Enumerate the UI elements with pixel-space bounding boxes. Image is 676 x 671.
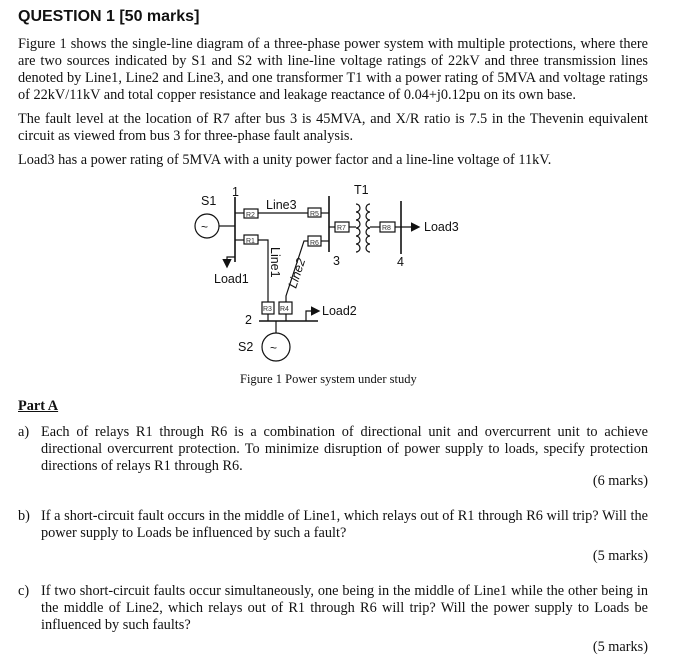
question-b-text: If a short-circuit fault occurs in the middle of Line1, which relays out of R1 through R6 will trip? Will the power supply to Loads be influenced by such a fault? [41,508,648,541]
relay-r8-label: R8 [382,225,391,232]
question-b-label: b) [18,508,30,524]
bus-3-label: 3 [333,254,340,268]
question-a-marks: (6 marks) [592,473,648,489]
relay-r2-label: R2 [246,212,255,219]
source-s1-label: S1 [201,194,217,208]
question-a-label: a) [18,424,30,440]
transformer-t1-primary-coil [356,204,360,252]
bus-4-label: 4 [397,255,404,269]
line1-label: Line1 [268,247,282,278]
question-b-marks: (5 marks) [592,548,648,564]
question-title: QUESTION 1 [50 marks] [18,8,200,25]
intro-paragraph-3: Load3 has a power rating of 5MVA with a unity power factor and a line-line voltage of 11kV. [18,152,552,168]
relay-r5-label: R5 [310,211,319,218]
question-a [18,424,648,475]
relay-r1-label: R1 [246,238,255,245]
relay-r7-label: R7 [337,225,346,232]
transformer-t1-label: T1 [354,183,369,197]
part-a-heading: Part A [18,398,59,414]
bus-1-label: 1 [232,185,239,199]
relay-r3-label: R3 [263,306,272,313]
line2-label: Line2 [285,256,309,290]
bus-2-label: 2 [245,313,252,327]
line3-label: Line3 [266,198,297,212]
relay-r6-label: R6 [310,240,319,247]
relay-r4-label: R4 [280,306,289,313]
load3-label: Load3 [424,220,459,234]
intro-paragraph-2: The fault level at the location of R7 after bus 3 is 45MVA, and X/R ratio is 7.5 in the Thevenin equivalent circuit as viewed from bus 3 for three-phase fault analysis. [18,111,648,144]
question-c [18,583,648,634]
transformer-t1-secondary-coil [366,204,370,252]
intro-paragraph-1: Figure 1 shows the single-line diagram of a three-phase power system with multiple protections, where there are two sources indicated by S1 and S2 with line-line voltage ratings of 22kV and three transmission lines denoted by Line1, Line2 and Line3, and one transformer T1 with a power rating of 5MVA and voltage ratings of 22kV/11kV and total copper resistance and leakage reactance of 0.04+j0.12pu on its own base. [18,36,648,103]
load1-label: Load1 [214,272,249,286]
source-s2-symbol: ~ [270,341,278,355]
question-c-marks: (5 marks) [592,639,648,655]
source-s2-label: S2 [238,340,254,354]
load2-label: Load2 [322,304,357,318]
source-s1-symbol: ~ [201,220,209,234]
question-c-text: If two short-circuit faults occur simultaneously, one being in the middle of Line1 while the other being in the middle of Line2, which relays out of R1 through R6 will trip? Will the power supply to Loads be influenced by such faults? [41,583,648,633]
question-a-text: Each of relays R1 through R6 is a combination of directional unit and overcurrent unit to achieve directional overcurrent protection. To minimize disruption of power supply to loads, specify protection directions of relays R1 through R6. [41,424,648,474]
question-c-label: c) [18,583,30,599]
question-b [18,508,648,542]
figure-caption: Figure 1 Power system under study [240,372,417,386]
